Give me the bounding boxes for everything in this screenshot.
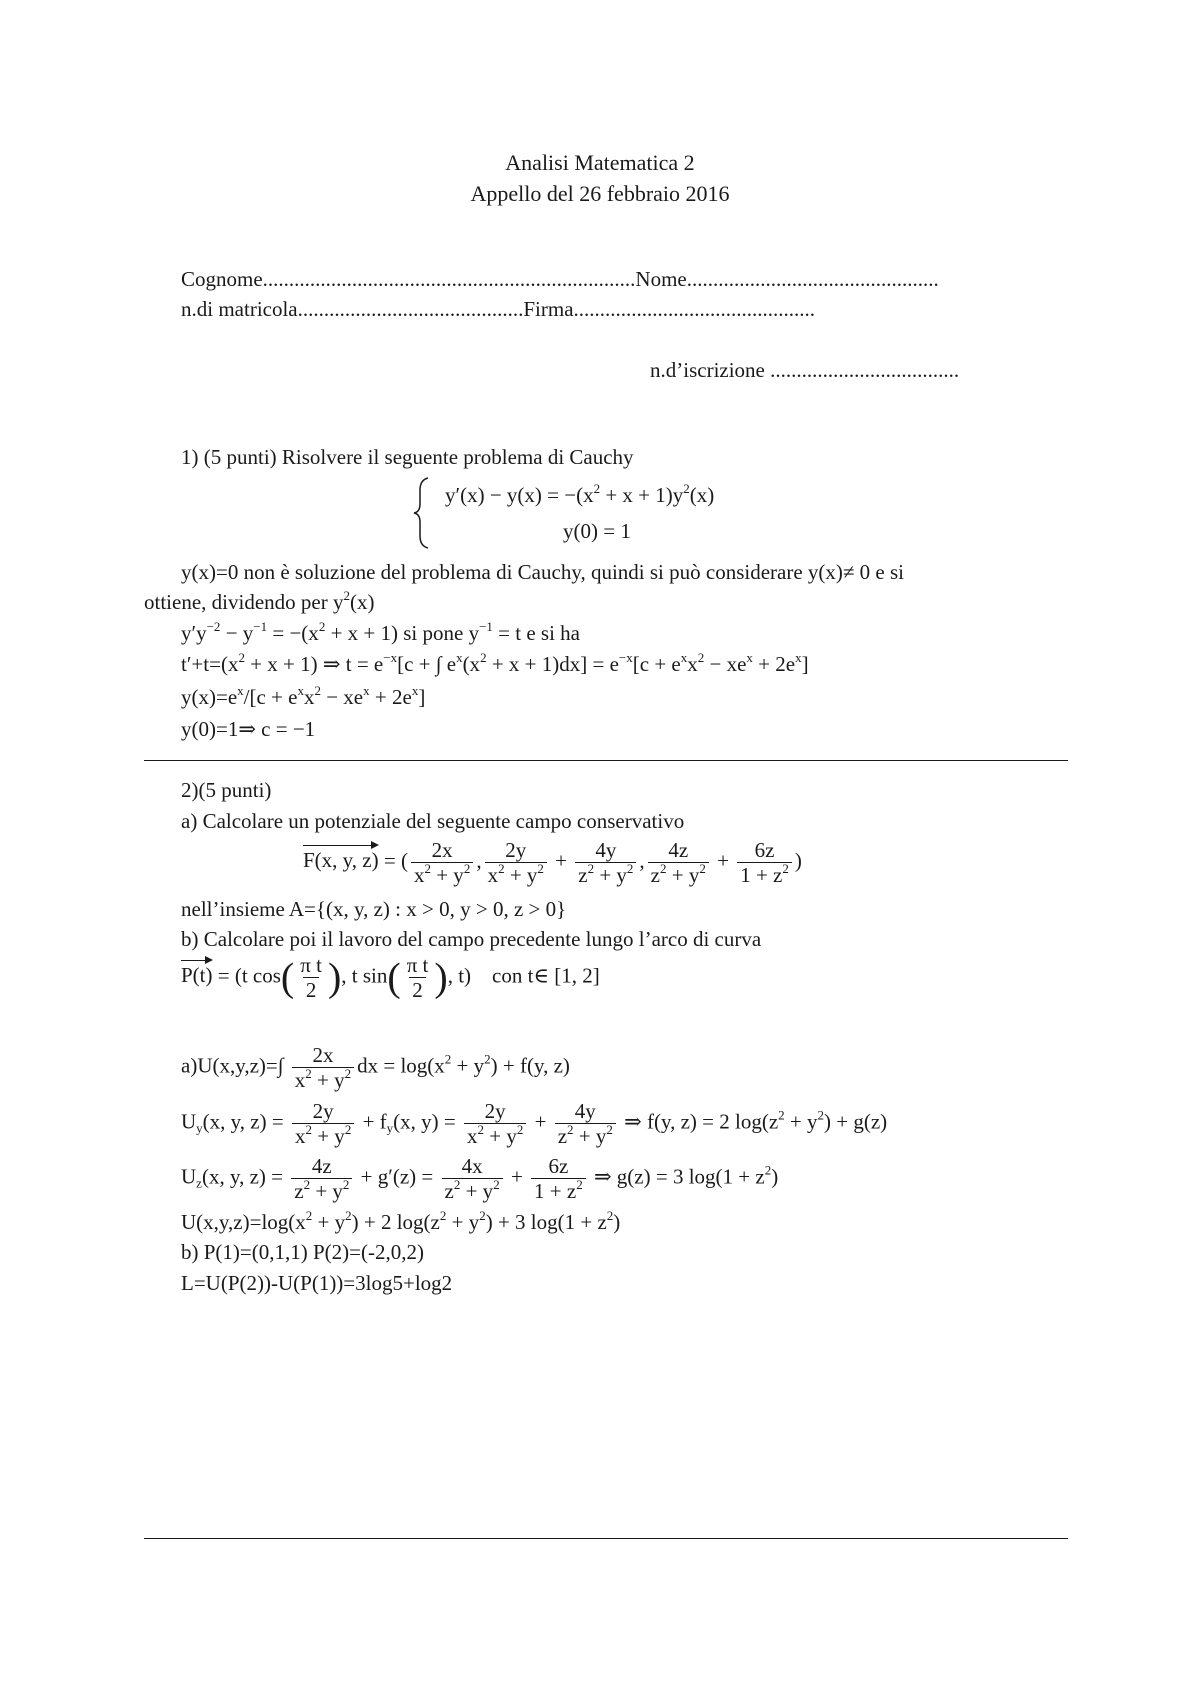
solution-1-line-4: $t'+t=(x^2 + x + 1)$ ⇒ $t = e^{-x}[c$ + ∫ $e^x(x^2 + x + 1)dx] = e^{-x}[c + e^xx^2 - xe^x + 2e^x]$ <box>181 650 809 676</box>
solution-2-line-1: a)U(x,y,z)=∫ $\frac{2x}{x^2 + y^2}$ dx = $\log(x^2 + y^2) + f(y$, z) <box>181 1043 570 1092</box>
cognome-nome-field: Cognome.......................................................................Nome................................................ <box>181 267 939 291</box>
solution-1-line-6: y(0)=1⇒ c = −1 <box>181 717 316 741</box>
section-divider <box>144 760 1068 761</box>
solution-1-line-5: $y(x)=e^x/[c + e^xx^2 - xe^x + 2e^x]$ <box>181 683 426 709</box>
exercise-2-statement: 2)(5 punti) <box>181 778 272 802</box>
exercise-1-statement: 1) (5 punti) Risolvere il seguente problema di Cauchy <box>181 445 634 469</box>
solution-1-line-2: ottiene, dividendo per $y^2(x)$ <box>144 588 375 614</box>
solution-1-line-3: $y'y^{-2} - y^{-1} = -(x^2 + x + 1)$ si pone $y^{-1} = t$ e si ha <box>181 619 580 645</box>
course-title: Analisi Matematica 2 <box>505 150 695 175</box>
iscrizione-field: n.d’iscrizione .................................... <box>650 358 960 382</box>
curve-formula: P(t) = (t cos( $\frac{\text{π t}}{2}$ ), t sin( $\frac{\text{π t}}{2}$ ), t) con t∈ [1, 2] <box>181 953 600 1002</box>
bottom-divider <box>144 1538 1068 1539</box>
solution-2-line-2: $U_y(x$, y, z) = $\frac{2y}{x^2 + y^2}$ + $f_y(x$, y) = $\frac{2y}{x^2 + y^2}$ + $\frac{4y}{z^2 + y^2}$ ⇒ f(y, z) = 2 $\log(z^2 + y^2) + g(z)$ <box>181 1099 888 1148</box>
solution-2-part-b-points: b) P(1)=(0,1,1) P(2)=(-2,0,2) <box>181 1240 424 1264</box>
solution-2-line-3: $U_z(x$, y, z) = $\frac{4z}{z^2 + y^2}$ + g′(z) = $\frac{4x}{z^2 + y^2}$ + $\frac{6z}{1 + z^2}$ ⇒ g(z) = 3 $\log(1 + z^2)$ <box>181 1154 779 1203</box>
solution-1-line-1: y(x)=0 non è soluzione del problema di Cauchy, quindi si può considerare y(x)≠ 0 e si <box>181 560 905 584</box>
exercise-2-part-b: b) Calcolare poi il lavoro del campo precedente lungo l’arco di curva <box>181 927 762 951</box>
matricola-firma-field: n.di matricola...........................................Firma.............................................. <box>181 297 816 321</box>
exercise-2-part-a: a) Calcolare un potenziale del seguente campo conservativo <box>181 809 685 833</box>
domain-set: nell’insieme A={(x, y, z) : x > 0, y > 0, z > 0} <box>181 897 567 921</box>
solution-2-line-4: $U(x,y,z)=\log(x^2 + y^2) + 2$ $\log(z^2 + y^2) + 3$ $\log(1 + z^2)$ <box>181 1208 621 1234</box>
exam-date: Appello del 26 febbraio 2016 <box>470 181 730 206</box>
cauchy-initial-condition: y(0) = 1 <box>563 519 631 543</box>
system-brace <box>412 476 432 550</box>
cauchy-equation: $y'(x) - y(x) = -(x^2 + x + 1)y^2(x)$ <box>445 481 715 507</box>
solution-2-work-result: L=U(P(2))-U(P(1))=3log5+log2 <box>181 1271 453 1295</box>
vector-field-formula: F(x, y, z) = ( $\frac{2x}{x^2 + y^2}$ , $\frac{2y}{x^2 + y^2}$ + $\frac{4y}{z^2 + y^2}$ , $\frac{4z}{z^2 + y^2}$ + $\frac{6z}{1 + z^2}$ ) <box>303 838 802 887</box>
